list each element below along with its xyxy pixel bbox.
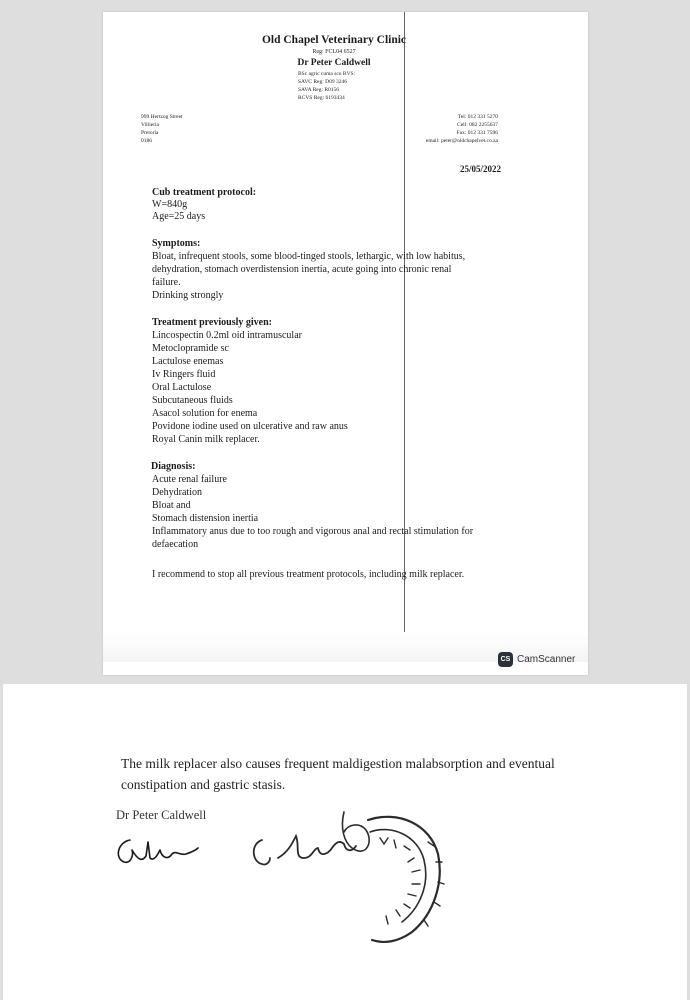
clinic-contact (393, 113, 498, 145)
symptoms-line: failure. (152, 277, 181, 288)
milk-replacer-note: The milk replacer also causes frequent maldigestion malabsorption and eventual (121, 756, 555, 771)
diagnosis-item: Dehydration (152, 487, 202, 498)
camscanner-logo-icon: CS (498, 652, 513, 667)
address-line: Pretoria (141, 130, 159, 136)
clinic-registration: Reg: FCL04 6527 (312, 49, 356, 55)
cub-weight: W=840g (152, 199, 188, 210)
treatment-item: Lactulose enemas (152, 356, 224, 367)
treatment-item: Povidone iodine used on ulcerative and raw anus (152, 421, 348, 432)
address-line: 0186 (141, 138, 152, 144)
symptoms-heading: Symptoms: (152, 238, 201, 249)
qualification-line: SAVC Reg: D09 3246 (298, 79, 347, 85)
treatment-item: Metoclopramide sc (152, 343, 229, 354)
contact-line: Tel: 012 331 5270 (457, 114, 498, 120)
contact-line: Cell: 082 2255637 (457, 122, 498, 128)
clinic-stamp-seal (248, 802, 458, 952)
fold-line (404, 12, 405, 662)
diagnosis-item: defaecation (152, 539, 199, 550)
cub-age: Age=25 days (152, 211, 206, 222)
address-line: Villieria (141, 122, 159, 128)
recommendation: I recommend to stop all previous treatment protocols, including milk replacer. (152, 569, 465, 580)
symptoms-line: Bloat, infrequent stools, some blood-tinged stools, lethargic, with low habitus, (152, 251, 466, 262)
scan-edge (103, 632, 588, 662)
clinic-name: Old Chapel Veterinary Clinic (261, 34, 407, 46)
address-line: 999 Hertzog Street (141, 114, 183, 120)
camscanner-label: CamScanner (517, 654, 576, 665)
letter-date: 25/05/2022 (460, 164, 502, 174)
treatment-item: Asacol solution for enema (152, 408, 258, 419)
diagnosis-item: Inflammatory anus due to too rough and vigorous anal and rectal stimulation for (152, 526, 474, 537)
doctor-name: Dr Peter Caldwell (297, 58, 371, 68)
handwritten-signature (108, 832, 203, 872)
diagnosis-item: Bloat and (152, 500, 191, 511)
qualification-line: RCVS Reg: 6193434 (298, 95, 345, 101)
symptoms-line: Drinking strongly (152, 290, 224, 301)
treatment-item: Royal Canin milk replacer. (152, 434, 260, 445)
treatment-item: Oral Lactulose (152, 382, 212, 393)
clinic-address (141, 113, 183, 145)
diagnosis-item: Acute renal failure (152, 474, 227, 485)
treatment-item: Lincospectin 0.2ml oid intramuscular (152, 330, 302, 341)
qualification-line: SAVA Reg: R0156 (298, 87, 340, 93)
letter-page-1 (103, 12, 588, 675)
qualification-line: BSc agric cuma scu BVS: (298, 71, 356, 77)
diagnosis-heading: Diagnosis: (151, 461, 196, 472)
letter-page-2 (3, 684, 687, 1000)
contact-line: email: peter@oldchapelvet.co.za (425, 138, 498, 144)
milk-replacer-note: constipation and gastric stasis. (121, 777, 286, 792)
treatment-heading: Treatment previously given: (152, 317, 272, 328)
diagnosis-item: Stomach distension inertia (152, 513, 259, 524)
contact-line: Fax: 012 331 7596 (456, 130, 498, 136)
treatment-item: Subcutaneous fluids (152, 395, 233, 406)
protocol-heading: Cub treatment protocol: (152, 187, 257, 198)
symptoms-line: dehydration, stomach overdistension inertia, acute going into chronic renal (152, 264, 452, 275)
treatment-item: Iv Ringers fluid (152, 369, 216, 380)
signatory-name: Dr Peter Caldwell (116, 808, 207, 822)
